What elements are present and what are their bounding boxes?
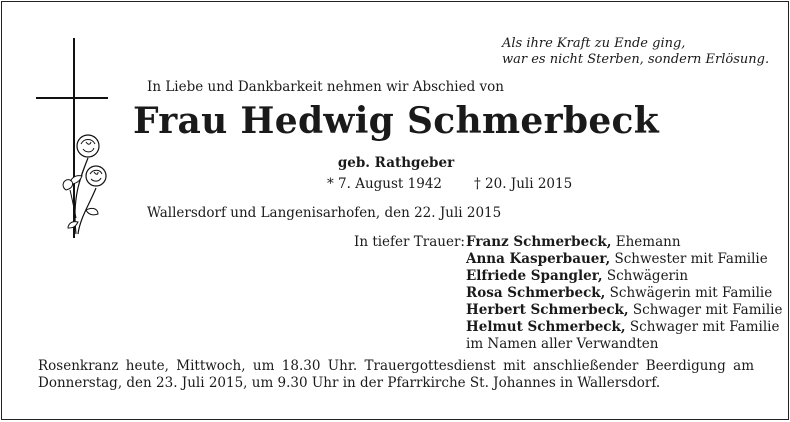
motto-line-2: war es nicht Sterben, sondern Erlösung. <box>502 52 770 67</box>
death-notice <box>1 1 789 420</box>
mourners-label: In tiefer Trauer: <box>354 234 465 250</box>
mourner-entry <box>466 302 782 319</box>
mourner-relation: Schwager mit Familie <box>625 319 780 335</box>
death-date: † 20. Juli 2015 <box>474 176 573 192</box>
intro-text: In Liebe und Dankbarkeit nehmen wir Abschied von <box>147 79 504 95</box>
mourner-relation: Schwester mit Familie <box>610 251 768 267</box>
mourner-entry <box>466 285 782 302</box>
mourner-name: Franz Schmerbeck, <box>466 234 612 250</box>
mourner-relation: Ehemann <box>611 234 681 250</box>
service-info: Rosenkranz heute, Mittwoch, um 18.30 Uhr. Trauergottesdienst mit anschließender Beerdigung am Donnerstag, den 23. Juli 2015, um 9.30 Uhr in der Pfarrkirche St. Johannes in Wallersdorf. <box>38 358 754 391</box>
mourner-entry <box>466 268 782 285</box>
mourner-entry <box>466 251 782 268</box>
mourner-relation: Schwägerin mit Familie <box>605 285 773 301</box>
place-date: Wallersdorf und Langenisarhofen, den 22. Juli 2015 <box>147 205 502 221</box>
mourner-entry <box>466 336 782 353</box>
mourner-relation: Schwägerin <box>602 268 689 284</box>
mourners-list <box>466 234 782 353</box>
mourner-relation: Schwager mit Familie <box>628 302 783 318</box>
mourner-relation: im Namen aller Verwandten <box>466 336 659 352</box>
mourner-entry <box>466 234 782 251</box>
motto-line-1: Als ihre Kraft zu Ende ging, <box>502 36 686 51</box>
mourner-name: Elfriede Spangler, <box>466 268 603 284</box>
deceased-name: Frau Hedwig Schmerbeck <box>133 100 659 142</box>
life-dates <box>327 176 572 192</box>
mourner-name: Herbert Schmerbeck, <box>466 302 629 318</box>
mourner-name: Rosa Schmerbeck, <box>466 285 606 301</box>
mourner-name: Anna Kasperbauer, <box>466 251 611 267</box>
mourner-entry <box>466 319 782 336</box>
birth-name: geb. Rathgeber <box>337 155 455 171</box>
motto <box>502 36 769 68</box>
mourner-name: Helmut Schmerbeck, <box>466 319 626 335</box>
birth-date: * 7. August 1942 <box>327 176 442 192</box>
